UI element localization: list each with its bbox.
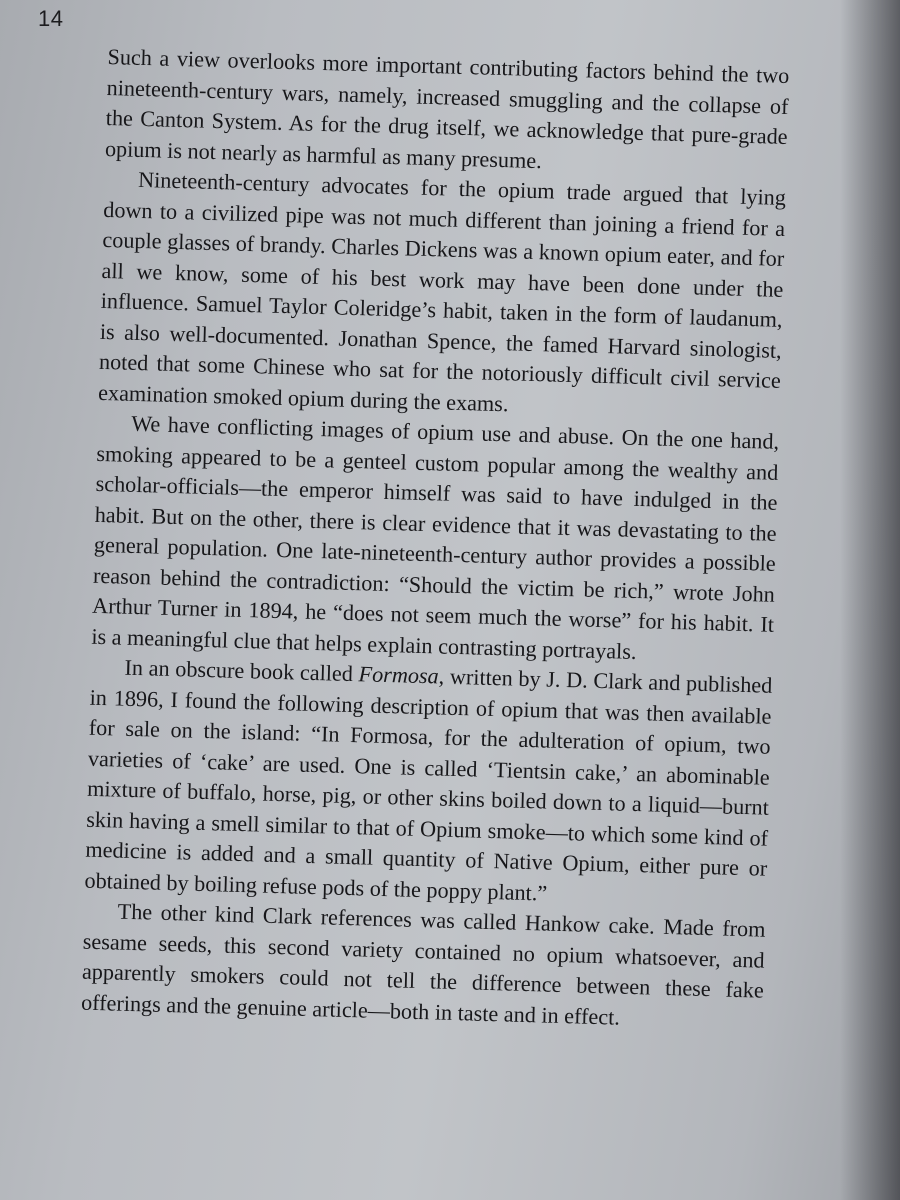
book-title: Formosa xyxy=(358,661,440,689)
paragraph-formosa xyxy=(84,652,773,915)
body-text xyxy=(81,42,790,1037)
page-edge-shadow xyxy=(840,0,900,1200)
page-number: 14 xyxy=(38,6,64,31)
paragraph-hankow-cake: The other kind Clark references was called Hankow cake. Made from sesame seeds, this second variety contained no opium whatsoever, and apparently smokers could not tell the difference between these fake offerings and the genuine article—both in taste and in effect. xyxy=(80,898,766,1030)
formosa-text-after: , written by J. D. Clark and published in 1896, I found the following description of opium that was then available for sale on the island: “In Formosa, for the adulteration of opium, two varieties of ‘cake’ are used. One is called ‘Tientsin cake,’ an abominable mixture of buffalo, horse, pig, or other skins boiled down to a liquid—burnt skin having a smell similar to that of Opium smoke—to which some kind of medicine is added and a small quantity of Native Opium, either pure or obtained by boiling refuse pods of the poppy plant.” xyxy=(84,663,773,906)
paragraph-smuggling: Such a view overlooks more important contributing factors behind the two nineteenth-century wars, namely, increased smuggling and the collapse of the Canton System. As for the drug itself, we acknowledge that pure-grade opium is not nearly as harmful as many presume. xyxy=(104,43,790,173)
paragraph-advocates: Nineteenth-century advocates for the opium trade argued that lying down to a civilized pipe was not much different than joining a friend for a couple glasses of brandy. Charles Dickens was a known opium eater, and for all we know, some of his best work may have been done under the influence. Samuel Taylor Coleridge’s habit, taken in the form of laudanum, is also well-documented. Jonathan Spence, the famed Harvard sinologist, noted that some Chinese who sat for the notoriously difficult civil service examination smoked opium during the exams. xyxy=(97,166,787,416)
paragraph-conflicting-images: We have conflicting images of opium use and abuse. On the one hand, smoking appeared to be a genteel custom popular among the wealthy and scholar-officials—the emperor himself was said to have indulged in the habit. But on the other, there is clear evidence that it was devastating to the general population. One late-nineteenth-century author provides a possible reason behind the contradiction: “Should the victim be rich,” wrote John Arthur Turner in 1894, he “does not seem much the worse” for his habit. It is a meaningful clue that helps explain contrasting portrayals. xyxy=(91,410,780,664)
formosa-text-before: In an obscure book called xyxy=(124,654,359,687)
